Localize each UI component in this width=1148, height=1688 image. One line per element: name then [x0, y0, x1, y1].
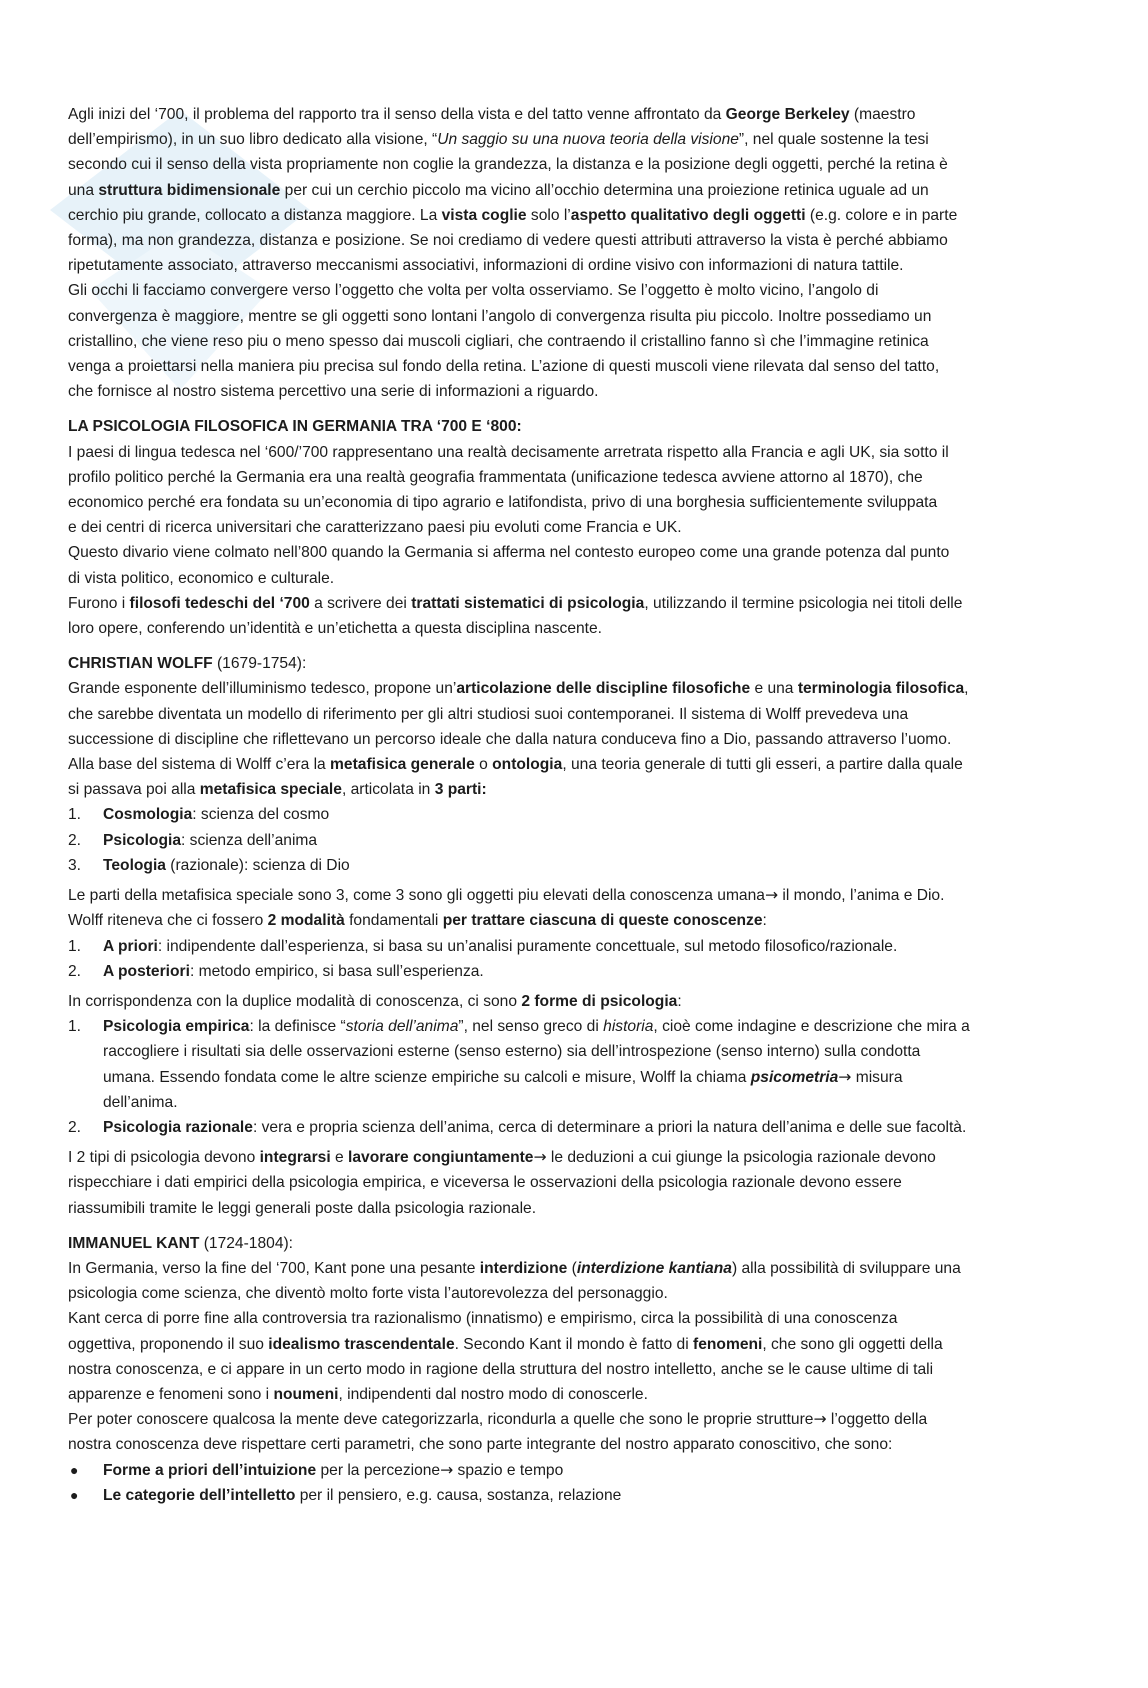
arrow-icon: →	[764, 886, 779, 905]
bullet-icon: ●	[70, 1461, 79, 1478]
document-page	[68, 102, 1080, 1508]
list-item: 2. A posteriori: metodo empirico, si basa sull’esperienza.	[68, 962, 484, 980]
psicologia-forms-list	[68, 1014, 1080, 1140]
arrow-icon: →	[813, 1410, 827, 1429]
list-item: 2. Psicologia: scienza dell’anima	[68, 831, 318, 849]
modalita-list	[68, 934, 1080, 984]
list-item: 2. Psicologia razionale: vera e propria scienza dell’anima, cerca di determinare a priori la natura dell’anima e delle sue facoltà.	[68, 1118, 967, 1136]
section-heading-kant: IMMANUEL KANT (1724-1804):	[68, 1234, 294, 1252]
list-item: 3. Teologia (razionale): scienza di Dio	[68, 856, 350, 874]
berkeley-paragraph: Agli inizi del ‘700, il problema del rapporto tra il senso della vista e del tatto venne affrontato da George Berkeley (maestro dell’empirismo), in un suo libro dedicato alla visione, “Un saggio su una nuova teoria della visione”, nel quale sostenne la tesi secondo cui il senso della vista propriamente non coglie la grandezza, la distanza e la posizione degli oggetti, perché la retina è una struttura bidimensionale per cui un cerchio piccolo ma vicino all’occhio determina una proiezione retinica uguale ad un cerchio piu grande, collocato a distanza maggiore. La vista coglie solo l’aspetto qualitativo degli oggetti (e.g. colore e in parte forma), ma non grandezza, distanza e posizione. Se noi crediamo di vedere questi attributi attraverso la vista è perché abbiamo ripetutamente associato, attraverso meccanismi associativi, informazioni di ordine visivo con informazioni di natura tattile. Gli occhi li facciamo convergere verso l’oggetto che volta per volta osserviamo. Se l’oggetto è molto vicino, l’angolo di convergenza è maggiore, mentre se gli oggetti sono lontani l’angolo di convergenza risulta piu piccolo. Inoltre possediamo un cristallino, che viene reso piu o meno spesso dai muscoli cigliari, che contraendo il cristallino fanno sì che l’immagine retinica venga a proiettarsi nella maniera piu precisa sul fondo della retina. L’azione di questi muscoli viene rilevata dal senso del tatto, che fornisce al nostro sistema percettivo una serie di informazioni a riguardo.	[68, 106, 958, 401]
kant-bullet-list	[68, 1458, 1080, 1508]
kant-section: IMMANUEL KANT (1724-1804): In Germania, verso la fine del ‘700, Kant pone una pesante interdizione (interdizione kantiana) alla possibilità di sviluppare una psicologia come scienza, che diventò molto forte vista l’autorevolezza del personaggio. Kant cerca di porre fine alla controversia tra razionalismo (innatismo) e empirismo, circa la possibilità di una conoscenza oggettiva, proponendo il suo idealismo trascendentale. Secondo Kant il mondo è fatto di fenomeni, che sono gli oggetti della nostra conoscenza, e ci appare in un certo modo in ragione della struttura del nostro intelletto, anche se le cause ultime di tali apparenze e fenomeni sono i noumeni, indipendenti dal nostro modo di conoscerle. Per poter conoscere qualcosa la mente deve categorizzarla, ricondurla a quelle che sono le proprie strutture→ l’oggetto della nostra conoscenza deve rispettare certi parametri, che sono parte integrante del nostro apparato conoscitivo, che sono: ● Forme a priori dell’intuizione per la percezione→ spazio e tempo ● Le categorie dell’intelletto per il pensiero, e.g. causa, sostanza, relazione	[68, 1231, 1080, 1508]
list-item: ● Le categorie dell’intelletto per il pensiero, e.g. causa, sostanza, relazione	[68, 1483, 1080, 1508]
wolff-section: CHRISTIAN WOLFF (1679-1754): Grande esponente dell’illuminismo tedesco, propone un’articolazione delle discipline filosofiche e una terminologia filosofica, che sarebbe diventata un modello di riferimento per gli altri studiosi suoi contemporanei. Il sistema di Wolff prevedeva una successione di discipline che riflettevano un percorso ideale che dalla natura conduceva fino a Dio, passando attraverso l’uomo. Alla base del sistema di Wolff c’era la metafisica generale o ontologia, una teoria generale di tutti gli esseri, a partire dalla quale si passava poi alla metafisica speciale, articolata in 3 parti: 1. Cosmologia: scienza del cosmo 2. Psicologia: scienza dell’anima 3. Teologia (razionale): scienza di Dio Le parti della metafisica speciale sono 3, come 3 sono gli oggetti piu elevati della conoscenza umana→ il mondo, l’anima e Dio. Wolff riteneva che ci fossero 2 modalità fondamentali per trattare ciascuna di queste conoscenze: 1. A priori: indipendente dall’esperienza, si basa su un’analisi puramente concettuale, sul metodo filosofico/razionale. 2. A posteriori: metodo empirico, si basa sull’esperienza. In corrispondenza con la duplice modalità di conoscenza, ci sono 2 forme di psicologia: 1. Psicologia empirica: la definisce “storia dell’anima”, nel senso greco di historia, cioè come indagine e descrizione che mira a raccogliere i risultati sia delle osservazioni esterne (senso esterno) sia dell’introspezione (senso interno) sulla condotta umana. Essendo fondata come le altre scienze empiriche su calcoli e misure, Wolff la chiama psicometria→ misura dell’anima. 2. Psicologia razionale: vera e propria scienza dell’anima, cerca di determinare a priori la natura dell’anima e delle sue facoltà. I 2 tipi di psicologia devono integrarsi e lavorare congiuntamente→ le deduzioni a cui giunge la psicologia razionale devono rispecchiare i dati empirici della psicologia empirica, e viceversa le osservazioni della psicologia razionale devono essere riassumibili tramite le leggi generali poste dalla psicologia razionale.	[68, 651, 1080, 1220]
arrow-icon: →	[838, 1067, 852, 1086]
list-item: 1. Psicologia empirica: la definisce “storia dell’anima”, nel senso greco di historia, cioè come indagine e descrizione che mira a raccogliere i risultati sia delle osservazioni esterne (senso esterno) sia dell’introspezione (senso interno) sulla condotta umana. Essendo fondata come le altre scienze empiriche su calcoli e misure, Wolff la chiama psicometria→ misura dell’anima.	[68, 1018, 970, 1111]
list-item: ● Forme a priori dell’intuizione per la percezione→ spazio e tempo	[68, 1458, 1080, 1483]
list-item: 1. A priori: indipendente dall’esperienza, si basa su un’analisi puramente concettuale, sul metodo filosofico/razionale.	[68, 937, 898, 955]
list-item: 1. Cosmologia: scienza del cosmo	[68, 806, 330, 824]
bullet-icon: ●	[70, 1486, 79, 1503]
section-heading-wolff: CHRISTIAN WOLFF (1679-1754):	[68, 655, 307, 673]
germania-section: LA PSICOLOGIA FILOSOFICA IN GERMANIA TRA ‘700 E ‘800: I paesi di lingua tedesca nel ‘600/’700 rappresentano una realtà decisamente arretrata rispetto alla Francia e agli UK, sia sotto il profilo politico perché la Germania era una realtà geografia frammentata (unificazione tedesca avviene attorno al 1870), che economico perché era fondata su un’economia di tipo agrario e latifondista, privo di una borghesia sufficientemente sviluppata e dei centri di ricerca universitari che caratterizzano paesi piu evoluti come Francia e UK. Questo divario viene colmato nell’800 quando la Germania si afferma nel contesto europeo come una grande potenza dal punto di vista politico, economico e culturale. Furono i filosofi tedeschi del ‘700 a scrivere dei trattati sistematici di psicologia, utilizzando il termine psicologia nei titoli delle loro opere, conferendo un’identità e un’etichetta a questa disciplina nascente.	[68, 414, 1080, 641]
arrow-icon: →	[440, 1460, 454, 1479]
section-heading-germania: LA PSICOLOGIA FILOSOFICA IN GERMANIA TRA ‘700 E ‘800:	[68, 418, 522, 436]
arrow-icon: →	[533, 1148, 547, 1167]
metafisica-parts-list	[68, 802, 1080, 878]
